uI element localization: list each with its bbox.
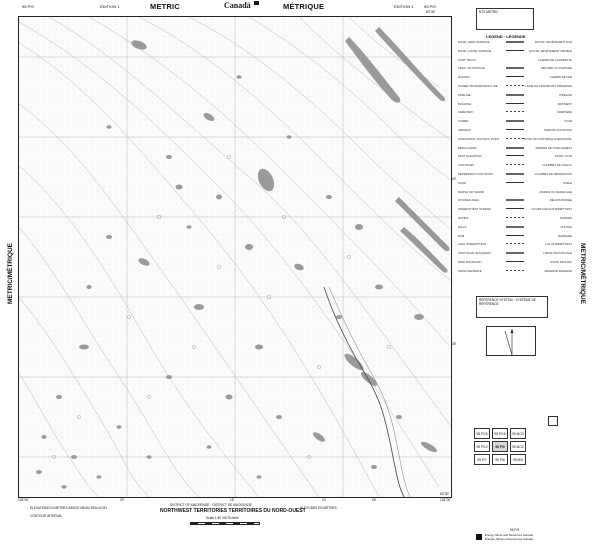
legend-label-fr: SABLE [562,180,572,185]
legend-label-fr: COURBES DE DÉPRESSION [534,172,572,176]
legend-label-en: ROAD, LOOSE SURFACE [458,48,492,53]
legend-label-fr: RÉGION BOISÉE [549,198,572,203]
legend-label-fr: CHUTES [560,224,572,229]
legend-row [456,234,574,239]
legend-symbol [506,199,524,201]
index-sheet-cell[interactable]: 95 P/10 [474,441,490,452]
legend-symbol [506,155,524,156]
legend-label-fr: LIMITE PROVINCIALE [543,251,572,256]
header-metric-right: MÉTRIQUE [283,2,325,11]
legend-label-fr: TERRAIN D'AVIATION [543,128,572,132]
legend-label-en: SPOT ELEVATION [458,154,482,159]
legend-symbol [506,208,524,209]
legend-label-fr: RAPIDES [559,216,572,220]
coord-bottom-tick-1: 20' [120,498,125,502]
contour-interval: CONTOUR INTERVAL [30,514,63,518]
legend-row [456,58,574,63]
legend-label-fr: POINT COTÉ [554,154,572,159]
index-sheet-cell[interactable]: 95 P/15 [474,428,490,439]
legend-label-en: HORIZONTAL CONTROL POINT [458,136,500,141]
canada-wordmark-text: Canadä [224,1,251,10]
edition-right: EDITION 1 [394,4,414,9]
legend-label-fr: COURBES DE NIVEAU [542,163,572,168]
index-sheet-cell[interactable]: 95 P/8 [492,454,508,465]
legend-symbol [506,76,524,77]
legend-label-fr: LIMITE DE PARC [549,260,572,264]
legend-row [456,146,574,151]
legend-row [456,110,574,115]
legend-symbol [506,85,524,86]
legend-label-fr: CHEMIN DE CHARRETTE [538,57,572,62]
legend-label-fr: CIMETIÈRE [556,110,572,115]
legend-label-en: DAM [458,233,465,238]
agency-french: Énergie, Mines et Ressources Canada [485,537,533,541]
adjoining-sheets-index [474,428,528,468]
legend-symbol [506,173,524,175]
legend-symbol [506,270,524,271]
legend-row [456,207,574,212]
legend-row [456,154,574,159]
legend-symbol [506,111,524,112]
compass-diagram [486,326,536,356]
legend-row [456,269,574,274]
coord-right-tick-1: 40' [452,177,457,181]
header-metric-left: METRIC [150,2,180,11]
scale-bar [190,522,260,525]
legend-label-fr: LAC INTERMITTENT [545,242,572,247]
footer-sheet-code: 95 P/9 [510,528,520,532]
legend-label-en: BENCH MARK [458,145,477,150]
index-sheet-cell[interactable]: 95 P/16 [492,428,508,439]
legend-label-en: TOWER [458,119,469,124]
legend-row [456,198,574,203]
territories-title: NORTHWEST TERRITORIES TERRITOIRES DU NORD-OUEST [160,508,306,514]
legend-label-fr: TOUR [564,119,572,124]
index-sheet-cell[interactable]: 95 P/7 [474,454,490,465]
legend-label-en: INTERMITTENT STREAM [458,207,491,212]
legend-symbol [506,59,524,60]
legend-label-en: TRAIL OR PORTAGE [458,66,485,71]
legend-row [456,137,574,142]
legend-label-en: CONTOURS [458,163,474,168]
legend-symbol [506,191,524,192]
magnetic-declination-icon [487,327,537,357]
reference-box [476,296,548,318]
legend-symbol [506,147,524,149]
reference-note: REFERENCE SYSTEM · SYSTÈME DE RÉFÉRENCE [479,298,537,306]
legend-label-en: PIPELINE [458,92,471,97]
edition-left: EDITION 1 [100,4,120,9]
index-sheet-cell[interactable]: 95 M/12 [510,441,526,452]
canada-wordmark [224,1,259,10]
legend-label-en: DEPRESSION CONTOURS [458,172,494,176]
legend-label-en: PARK BOUNDARY [458,260,482,264]
legend-label-en: INDIAN RESERVE [458,268,482,273]
legend-label-fr: BÂTIMENT [557,101,572,106]
legend-label-en: AIRFIELD [458,128,471,132]
legend-label-en: LAKE INTERMITTENT [458,242,487,247]
legend-row [456,251,574,256]
legend-label-en: CART TRACK [458,57,476,62]
legend-row [456,66,574,71]
legend-symbol [506,120,524,122]
legend-symbol [506,261,524,262]
coord-bottom-right-lon: 128°00' [440,498,451,502]
legend-row [456,84,574,89]
legend-row [456,75,574,80]
legend-row [456,260,574,265]
legend-symbol [506,182,524,183]
legend-row [456,93,574,98]
legend-label-fr: MARAIS OU MARÉCAGE [539,189,572,194]
canada-flag-icon [254,1,259,5]
coord-bottom-right-lat: 63°30' [440,492,449,496]
legend-row [456,163,574,168]
coord-bottom-left-lon: 128°00' [18,498,29,502]
legend-symbol [506,226,524,228]
legend-row [456,128,574,133]
legend-symbol [506,67,524,69]
legend-label-en: CEMETERY [458,110,474,115]
legend-list [456,40,574,280]
legend-row [456,102,574,107]
legend-symbol [506,138,524,139]
legend-symbol [506,217,524,218]
side-label-left: METRIC/MÉTRIQUE [7,242,15,305]
legend-label-fr: CHEMIN DE FER [549,75,572,80]
legend-symbol [506,41,524,43]
index-sheet-cell[interactable]: 95 M/5 [510,454,526,465]
legend-label-en: RAILWAY [458,75,471,80]
legend-symbol [506,252,524,254]
coord-right-tick-2: 35' [452,342,457,346]
legend-symbol [506,164,524,165]
legend-label-en: POWER TRANSMISSION LINE [458,84,498,88]
legend-symbol [506,103,524,104]
coord-bottom-tick-2: 15' [230,498,235,502]
legend-symbol [506,94,524,96]
legend-row [456,190,574,195]
legend-row [456,242,574,247]
legend-label-fr: COURS D'EAU INTERMITTENT [531,207,572,212]
legend-label-fr: ROUTE, REVÊTEMENT MEUBLE [529,48,572,53]
legend-row [456,216,574,221]
legend-row [456,49,574,54]
side-label-right: METRIC/MÉTRIQUE [579,242,587,305]
legend-symbol [506,243,524,244]
coord-bottom-tick-3: 10' [322,498,327,502]
legend-panel [456,8,574,536]
legend-label-fr: RÉSERVE INDIENNE [544,268,572,273]
legend-label-fr: BARRAGE [558,233,572,238]
legend-label-en: WOODED AREA [458,198,480,203]
scale-label: Scale 1:50 000 Échelle [206,516,239,520]
legend-label-fr: LIGNE DE TRANSPORT D'ÉNERGIE [525,84,572,88]
location-inset-icon [548,416,558,426]
legend-label-en: SAND [458,180,466,185]
agency-english: Energy, Mines and Resources Canada [485,533,533,537]
legend-label-en: FALLS [458,224,467,229]
index-sheet-cell[interactable]: 95 P/9 [492,441,508,452]
legend-row [456,119,574,124]
sheet-number-left: 95 P/9 [22,4,34,9]
legend-label-fr: ROUTE, REVÊTEMENT DUR [534,40,572,44]
legend-label-en: BUILDING [458,101,472,106]
heights-note: ELEVATIONS IN METRES ABOVE MEAN SEA LEVEL [30,506,108,510]
edition-note: NTS METRIC [479,10,499,14]
legend-row [456,40,574,45]
map-drawing [19,17,451,497]
legend-row [456,172,574,177]
legend-label-en: RAPIDS [458,216,469,220]
district-title: DISTRICT OF MACKENZIE · DISTRICT DE MACKENZIE [170,503,252,507]
legend-label-en: MARSH OR SWAMP [458,189,485,194]
topographic-map[interactable] [18,16,452,498]
legend-symbol [506,235,524,236]
legend-row [456,181,574,186]
legend-label-fr: SENTIER OU PORTAGE [540,66,572,71]
coord-top-right-lat: 63°45' [426,10,435,14]
legend-label-en: PROVINCIAL BOUNDARY [458,251,492,256]
legend-title: LEGEND · LÉGENDE [486,34,526,39]
sheet-number-right: 95 P/9 [424,4,436,9]
altitudes-note: ALTITUDES EN MÈTRES [300,506,337,510]
legend-label-fr: REPÈRE DE NIVELLEMENT [535,145,572,150]
legend-label-fr: PIPELINE [559,92,572,97]
index-sheet-cell[interactable]: 95 M/13 [510,428,526,439]
legend-symbol [506,129,524,130]
legend-symbol [506,50,524,51]
legend-label-en: ROAD, HARD SURFACE [458,40,490,44]
legend-row [456,225,574,230]
legend-label-fr: POINT DE CONTRÔLE HORIZONTAL [523,136,572,141]
edition-info-box [476,8,534,30]
coord-bottom-tick-4: 05' [372,498,377,502]
